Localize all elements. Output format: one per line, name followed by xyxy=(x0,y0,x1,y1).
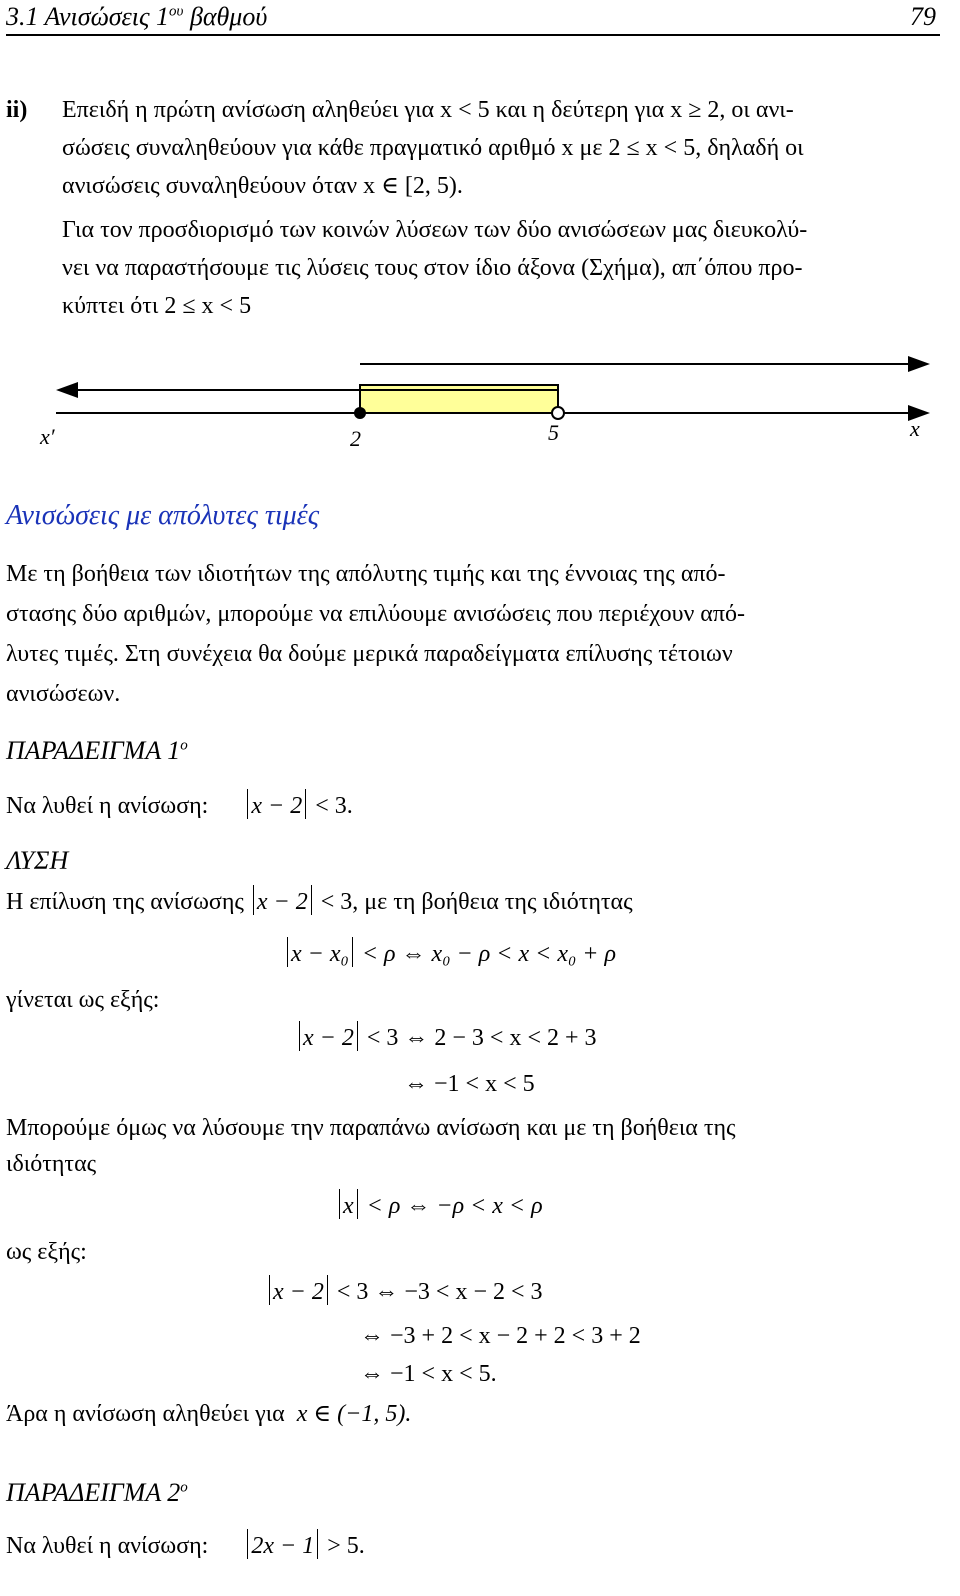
alt-step-1 xyxy=(266,1274,543,1310)
intro-line-4: ανισώσεων. xyxy=(6,681,121,707)
property-2-inner: x xyxy=(343,1193,354,1219)
chapter-title-rest: βαθμού xyxy=(189,2,268,31)
abs-bar-left xyxy=(247,1529,248,1559)
paragraph-2-line-3: κύπτει ότι 2 ≤ x < 5 xyxy=(62,293,252,319)
chapter-title-superscript: ου xyxy=(169,3,184,20)
solution-line-1-inner: x − 2 xyxy=(256,889,308,915)
abs-bar-left xyxy=(299,1021,300,1051)
example-2-statement xyxy=(6,1528,365,1564)
property-2 xyxy=(336,1188,543,1224)
page-number: 79 xyxy=(910,2,936,31)
example-2-title-text: ΠΑΡΑΔΕΙΓΜΑ 2 xyxy=(6,1478,181,1507)
section-title: Ανισώσεις με απόλυτες τιμές xyxy=(6,500,320,531)
property-1-inner: x − x₀ xyxy=(291,941,349,967)
abs-bar-right xyxy=(327,1275,328,1305)
example-1-statement-text: Να λυθεί η ανίσωση: xyxy=(6,793,209,819)
example-1-title-text: ΠΑΡΑΔΕΙΓΜΑ 1 xyxy=(6,736,181,765)
intro-line-3: λυτες τιμές. Στη συνέχεια θα δούμε μερικά παραδείγματα επίλυσης τέτοιων xyxy=(6,641,733,667)
property-2-rest: < ρ ⇔ −ρ < x < ρ xyxy=(366,1193,543,1219)
intro-line-2: στασης δύο αριθμών, μπορούμε να επιλύουμε ανισώσεις που περιέχουν από- xyxy=(6,601,745,627)
closed-point-2 xyxy=(354,407,366,419)
property-1 xyxy=(284,936,616,972)
solution-line-1-rest: < 3, με τη βοήθεια της ιδιότητας xyxy=(320,889,633,915)
conclusion-text: Άρα η ανίσωση αληθεύει για xyxy=(6,1401,285,1427)
becomes-text: γίνεται ως εξής: xyxy=(6,987,160,1013)
example-2-title xyxy=(6,1478,188,1508)
header-rule xyxy=(6,34,940,36)
part-ii-line-2: σώσεις συναληθεύουν για κάθε πραγματικό αριθμό x με 2 ≤ x < 5, δηλαδή οι xyxy=(62,135,804,161)
open-point-5 xyxy=(552,407,564,419)
intro-line-1: Με τη βοήθεια των ιδιοτήτων της απόλυτης τιμής και της έννοιας της από- xyxy=(6,561,726,587)
abs-bar-right xyxy=(357,1021,358,1051)
paragraph-2-line-1: Για τον προσδιορισμό των κοινών λύσεων των δύο ανισώσεων μας διευκολύ- xyxy=(62,217,808,243)
solution-title: ΛΥΣΗ xyxy=(6,846,69,875)
running-header xyxy=(6,2,267,32)
solution-line-1 xyxy=(6,884,633,920)
solution-line-1-text: Η επίλυση της ανίσωσης xyxy=(6,889,244,915)
alt-line-1: Μπορούμε όμως να λύσουμε την παραπάνω ανίσωση και με τη βοήθεια της xyxy=(6,1115,736,1141)
example-1-statement xyxy=(6,788,353,824)
lower-ray-arrow xyxy=(56,382,78,398)
abs-bar-right xyxy=(317,1529,318,1559)
example-1-title-sup: ο xyxy=(180,737,188,754)
as-follows-text: ως εξής: xyxy=(6,1239,87,1265)
example-2-ineq-inner: 2x − 1 xyxy=(251,1533,315,1559)
abs-bar-left xyxy=(269,1275,270,1305)
step-2: ⇔ −1 < x < 5 xyxy=(404,1071,535,1097)
axis-right-label: x xyxy=(910,416,920,441)
abs-bar-right xyxy=(357,1189,358,1219)
conclusion xyxy=(6,1396,411,1432)
step-1 xyxy=(296,1020,597,1056)
part-label: ii) xyxy=(6,97,28,123)
chapter-title: 3.1 Ανισώσεις 1 xyxy=(6,2,170,31)
example-2-statement-text: Να λυθεί η ανίσωση: xyxy=(6,1533,209,1559)
abs-bar-right xyxy=(311,885,312,915)
abs-bar-left xyxy=(247,789,248,819)
abs-bar-right xyxy=(352,937,353,967)
point-2-label: 2 xyxy=(350,426,361,451)
abs-bar-left xyxy=(339,1189,340,1219)
part-ii-line-3: ανισώσεις συναληθεύουν όταν x ∈ [2, 5). xyxy=(62,173,463,199)
example-2-title-sup: ο xyxy=(180,1479,188,1496)
point-5-label: 5 xyxy=(548,420,559,445)
step-1-rest: < 3 ⇔ 2 − 3 < x < 2 + 3 xyxy=(366,1025,597,1051)
example-1-ineq-inner: x − 2 xyxy=(251,793,303,819)
property-1-rest: < ρ ⇔ x₀ − ρ < x < x₀ + ρ xyxy=(361,941,617,967)
part-ii-line-1: Επειδή η πρώτη ανίσωση αληθεύει για x < 5 και η δεύτερη για x ≥ 2, οι ανι- xyxy=(62,97,794,123)
abs-bar-left xyxy=(287,937,288,967)
alt-step-1-rest: < 3 ⇔ −3 < x − 2 < 3 xyxy=(336,1279,543,1305)
example-1-title xyxy=(6,736,188,766)
alt-line-2: ιδιότητας xyxy=(6,1151,97,1177)
conclusion-math: x ∈ (−1, 5). xyxy=(296,1401,412,1427)
example-1-ineq-rest: < 3. xyxy=(315,793,353,819)
alt-step-2: ⇔ −3 + 2 < x − 2 + 2 < 3 + 2 xyxy=(360,1323,641,1349)
paragraph-2-line-2: νει να παραστήσουμε τις λύσεις τους στον ίδιο άξονα (Σχήμα), απ΄όπου προ- xyxy=(62,255,803,281)
axis-left-label: x′ xyxy=(40,424,55,449)
example-2-ineq-rest: > 5. xyxy=(327,1533,365,1559)
abs-bar-left xyxy=(253,885,254,915)
number-line-figure xyxy=(0,340,960,460)
upper-ray-arrow xyxy=(908,356,930,372)
alt-step-1-inner: x − 2 xyxy=(273,1279,324,1305)
step-1-inner: x − 2 xyxy=(303,1025,354,1051)
abs-bar-right xyxy=(305,789,306,819)
alt-step-3: ⇔ −1 < x < 5. xyxy=(360,1361,497,1387)
